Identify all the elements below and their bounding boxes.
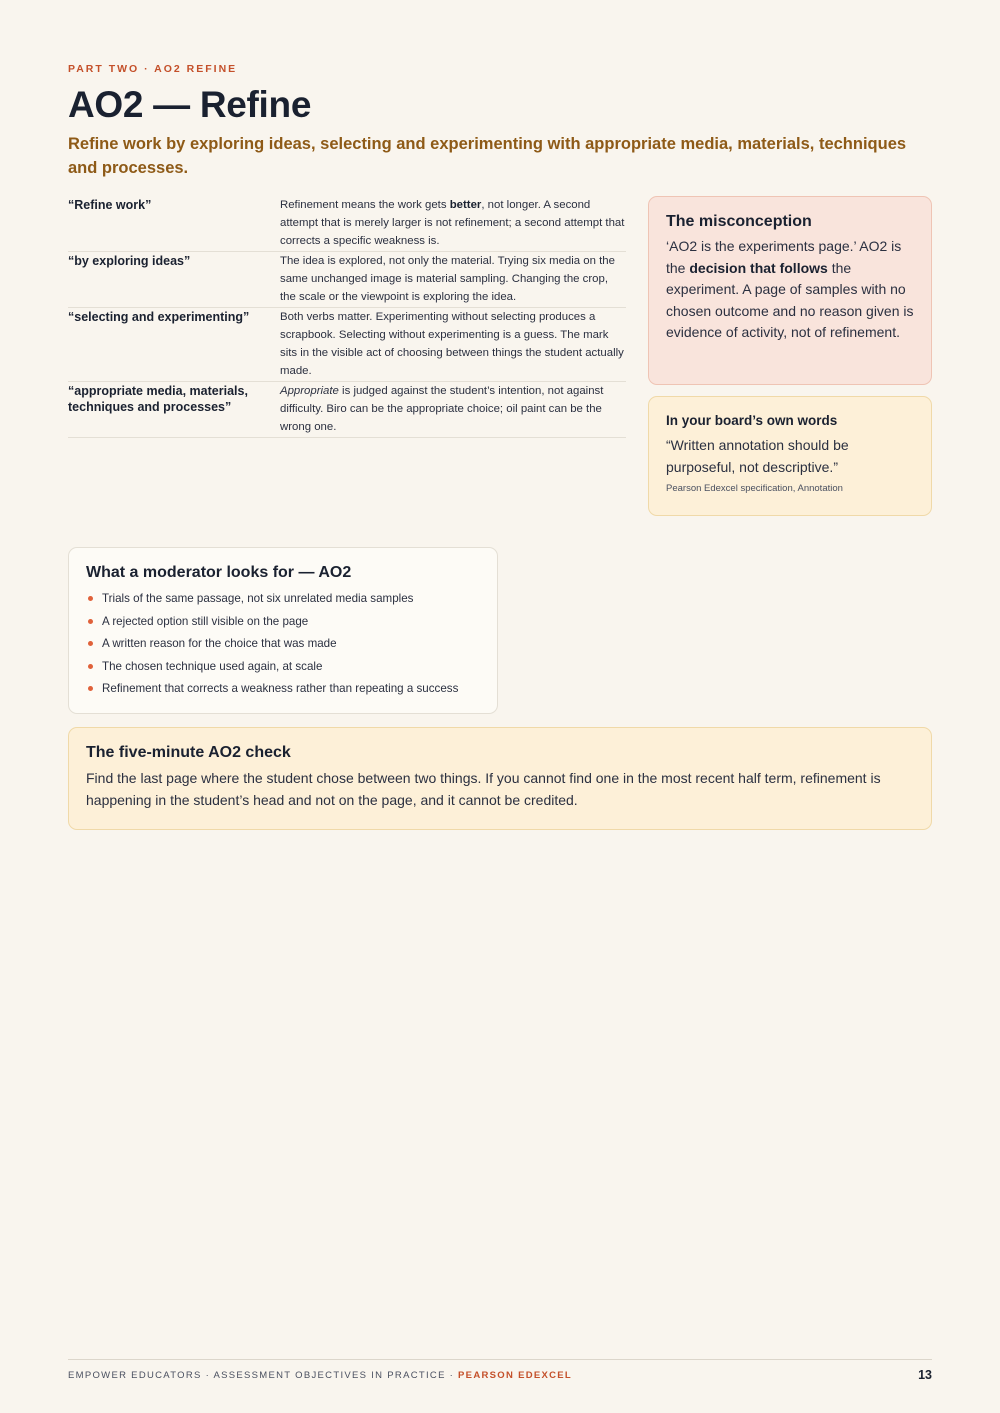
definition-term: “selecting and experimenting” [68,310,250,324]
definition-term: “Refine work” [68,198,152,212]
misconception-card [648,196,932,385]
page-number: 13 [918,1368,932,1382]
section-eyebrow: PART TWO · AO2 REFINE [68,63,238,75]
page [68,0,932,1413]
list-item: The chosen technique used again, at scale [86,656,480,679]
moderator-checklist-card [68,547,498,714]
footer-running-title: EMPOWER EDUCATORS · ASSESSMENT OBJECTIVES IN PRACTICE · PEARSON EDEXCEL [68,1369,573,1381]
definition-description: Both verbs matter. Experimenting without selecting produces a scrapbook. Selecting without experimenting is a guess. The mark sits in the visible act of choosing between things the student actually made. [280,311,624,377]
check-heading: The five-minute AO2 check [86,744,291,761]
list-item: A rejected option still visible on the page [86,611,480,634]
check-text: Find the last page where the student chose between two things. If you cannot find one in the most recent half term, refinement is happening in the student’s head and not on the page, and it cannot be credited. [86,770,881,808]
definition-description: Refinement means the work gets better, not longer. A second attempt that is merely larger is not refinement; a second attempt that corrects a specific weakness is. [280,199,625,247]
footer [68,1368,932,1382]
list-item: Refinement that corrects a weakness rather than repeating a success [86,678,480,701]
five-minute-check-card [68,727,932,830]
board-quote-heading: In your board’s own words [666,413,838,428]
page-title: AO2 — Refine [68,84,312,125]
definition-row [68,382,626,438]
footer-divider [68,1359,932,1360]
moderator-heading: What a moderator looks for — AO2 [86,564,352,581]
definition-description: Appropriate is judged against the student’s intention, not against difficulty. Biro can be the appropriate choice; oil paint can be the wrong one. [280,385,604,433]
footer-brand: PEARSON EDEXCEL [458,1369,573,1381]
board-quote-card [648,396,932,516]
definition-row [68,196,626,252]
misconception-text: ‘AO2 is the experiments page.’ AO2 is the decision that follows the experiment. A page of samples with no chosen outcome and no reason given is evidence of activity, not of refinement. [666,238,914,340]
definition-row [68,308,626,382]
objective-statement: Refine work by exploring ideas, selecting and experimenting with appropriate media, materials, techniques and processes. [68,135,907,177]
definition-row [68,252,626,308]
definition-table [68,196,626,438]
board-quote: “Written annotation should be purposeful, not descriptive.” [666,437,849,475]
definition-term: “by exploring ideas” [68,254,191,268]
list-item: A written reason for the choice that was made [86,633,480,656]
board-quote-source: Pearson Edexcel specification, Annotation [666,483,843,494]
moderator-list [86,588,480,701]
definition-description: The idea is explored, not only the material. Trying six media on the same unchanged image is material sampling. Changing the crop, the scale or the viewpoint is exploring the idea. [280,255,615,303]
definition-term: “appropriate media, materials, techniques and processes” [68,384,248,414]
misconception-heading: The misconception [666,213,812,230]
list-item: Trials of the same passage, not six unrelated media samples [86,588,480,611]
